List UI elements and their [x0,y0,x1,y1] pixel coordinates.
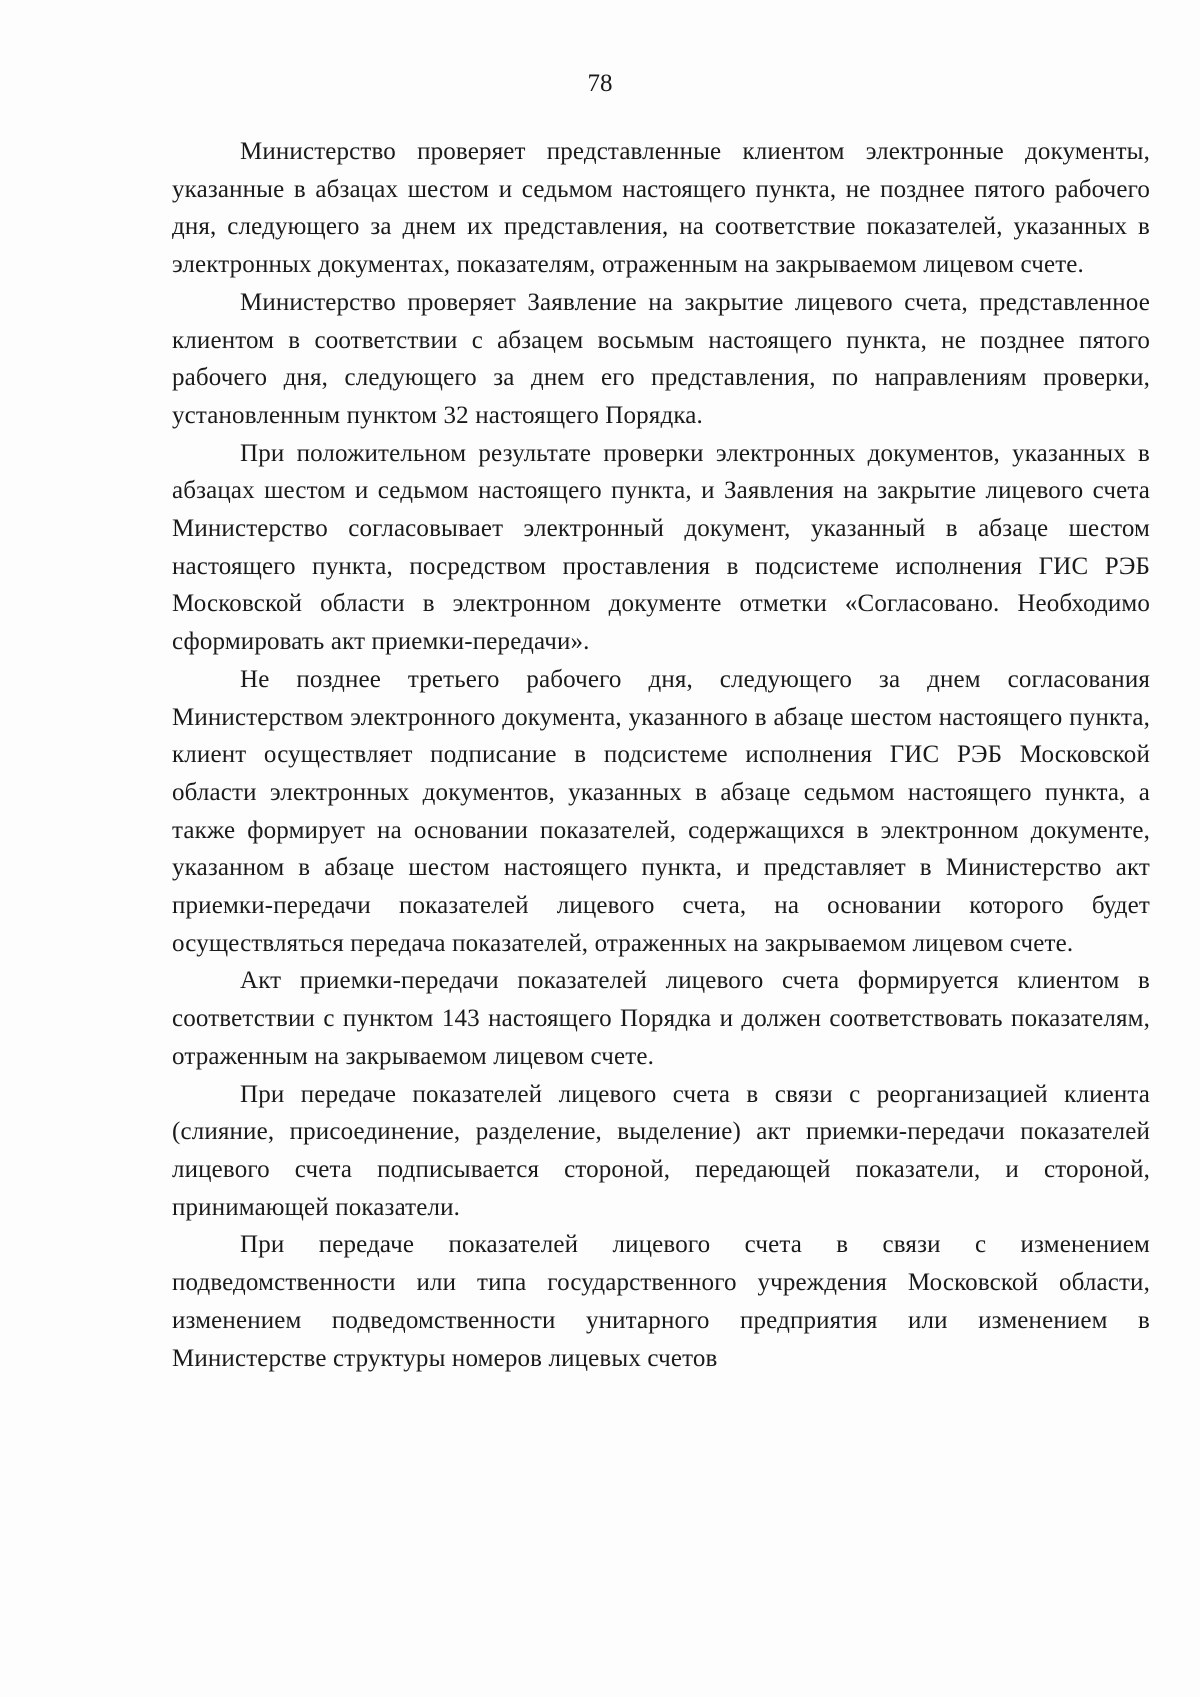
paragraph: При передаче показателей лицевого счета в связи с изменением подведомственности или типа государственного учреждения Московской области, изменением подведомственности унитарного предприятия или изменением в Министерстве структуры номеров лицевых счетов [172,1231,1150,1372]
paragraph: При передаче показателей лицевого счета в связи с реорганизацией клиента (слияние, присоединение, разделение, выделение) акт приемки-передачи показателей лицевого счета подписывается стороной, передающей показатели, и стороной, принимающей показатели. [172,1080,1150,1221]
paragraph: Министерство проверяет Заявление на закрытие лицевого счета, представленное клиентом в соответствии с абзацем восьмым настоящего пункта, не позднее пятого рабочего дня, следующего за днем его представления, по направлениям проверки, установленным пунктом 32 настоящего Порядка. [172,288,1150,429]
page-number: 78 [587,70,613,97]
paragraph: Министерство проверяет представленные клиентом электронные документы, указанные в абзацах шестом и седьмом настоящего пункта, не позднее пятого рабочего дня, следующего за днем их представления, на соответствие показателей, указанных в электронных документах, показателям, отраженным на закрываемом лицевом счете. [172,138,1150,279]
paragraph: При положительном результате проверки электронных документов, указанных в абзацах шестом и седьмом настоящего пункта, и Заявления на закрытие лицевого счета Министерство согласовывает электронный документ, указанный в абзаце шестом настоящего пункта, посредством проставления в подсистеме исполнения ГИС РЭБ Московской области в электронном документе отметки «Согласовано. Необходимо сформировать акт приемки-передачи». [172,439,1150,656]
paragraph: Акт приемки-передачи показателей лицевого счета формируется клиентом в соответствии с пунктом 143 настоящего Порядка и должен соответствовать показателям, отраженным на закрываемом лицевом счете. [172,967,1150,1070]
paragraph: Не позднее третьего рабочего дня, следующего за днем согласования Министерством электронного документа, указанного в абзаце шестом настоящего пункта, клиент осуществляет подписание в подсистеме исполнения ГИС РЭБ Московской области электронных документов, указанных в абзаце седьмом настоящего пункта, а также формирует на основании показателей, содержащихся в электронном документе, указанном в абзаце шестом настоящего пункта, и представляет в Министерство акт приемки-передачи показателей лицевого счета, на основании которого будет осуществляться передача показателей, отраженных на закрываемом лицевом счете. [172,665,1150,957]
body-text [172,133,1150,1377]
